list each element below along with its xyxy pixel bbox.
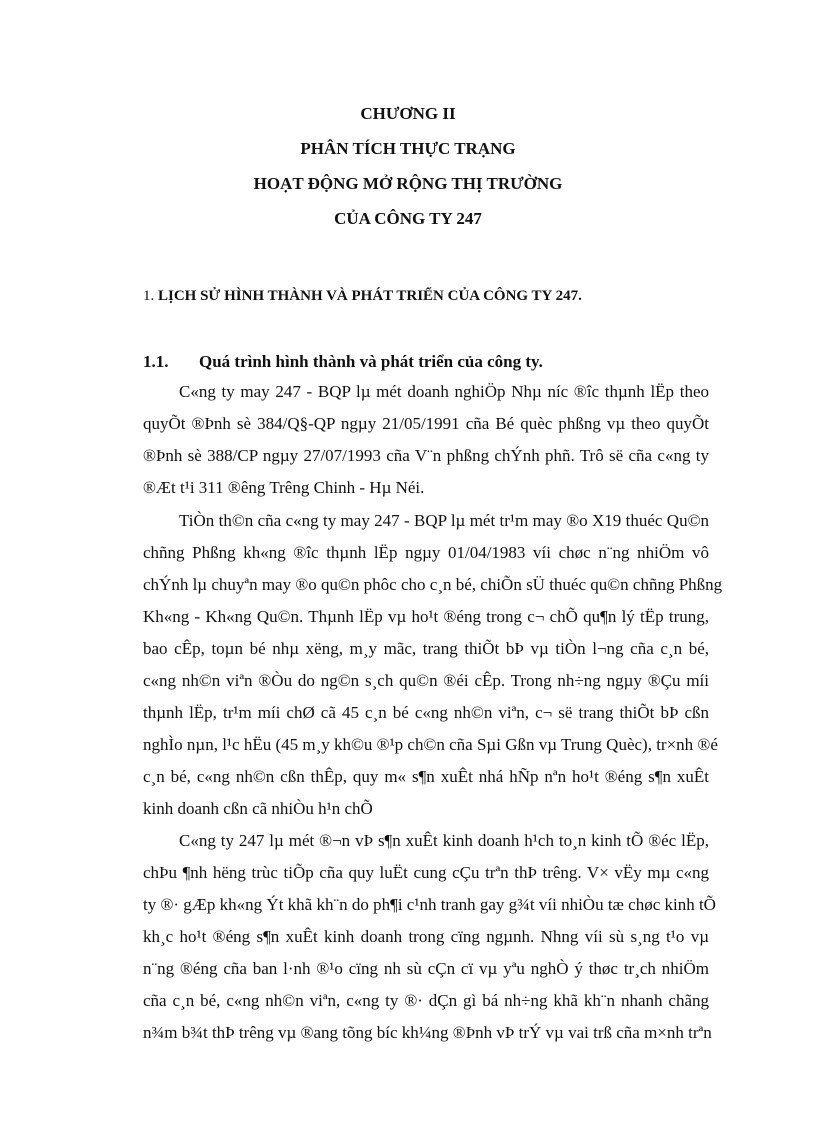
paragraph-2-line-7: thµnh lËp, tr¹m míi chØ cã 45 c¸n bé c«ng nh©n viªn, c¬ së trang thiÕt bÞ cßn	[143, 703, 709, 722]
paragraph-2-line-9: c¸n bé, c«ng nh©n cßn thÊp, quy m« s¶n xuÊt nhá hÑp nªn ho¹t ®éng s¶n xuÊt	[143, 767, 709, 786]
section-title: LỊCH SỬ HÌNH THÀNH VÀ PHÁT TRIỂN CỦA CÔNG TY 247.	[158, 288, 582, 304]
paragraph-1-line-2: quyÕt ®Þnh sè 384/Q§-QP ngµy 21/05/1991 cña Bé quèc phßng vµ theo quyÕt	[143, 414, 709, 433]
paragraph-2-line-8: nghÌo nµn, l¹c hËu (45 m¸y kh©u ®¹p ch©n cña Sµi Gßn vµ Trung Quèc), tr×nh ®é	[143, 735, 718, 754]
subsection-number: 1.1.	[143, 352, 169, 371]
paragraph-1-line-1: C«ng ty may 247 - BQP lµ mét doanh nghiÖp Nhµ níc ®îc thµnh lËp theo	[179, 382, 709, 401]
section-number: 1.	[143, 288, 155, 304]
paragraph-2-line-2: chñng Phßng kh«ng ®îc thµnh lËp ngµy 01/04/1983 víi chøc n¨ng nhiÖm vô	[143, 543, 709, 562]
paragraph-3-line-2: chÞu ¶nh hëng trùc tiÕp cña quy luËt cung cÇu trªn thÞ trêng. V× vËy mµ c«ng	[143, 863, 709, 882]
chapter-title: CHƯƠNG II	[360, 104, 456, 123]
paragraph-2-line-1: TiÒn th©n cña c«ng ty may 247 - BQP lµ mét tr¹m may ®o X19 thuéc Qu©n	[179, 511, 709, 530]
paragraph-1-line-3: ®Þnh sè 388/CP ngµy 27/07/1993 cña V¨n phßng chÝnh phñ. Trô së cña c«ng ty	[143, 446, 709, 465]
paragraph-2-line-6: c«ng nh©n viªn ®Òu do ng©n s¸ch qu©n ®éi cÊp. Trong nh÷ng ngµy ®Çu míi	[143, 671, 709, 690]
paragraph-3-line-3: ty ®· gÆp kh«ng Ýt khã kh¨n do ph¶i c¹nh tranh gay g¾t víi nhiÒu tæ chøc kinh tÕ	[143, 895, 716, 914]
subsection-title: Quá trình hình thành và phát triển của công ty.	[199, 352, 543, 371]
chapter-subtitle-line-2: HOẠT ĐỘNG MỞ RỘNG THỊ TRƯỜNG	[253, 174, 563, 193]
paragraph-2-line-10: kinh doanh cßn cã nhiÒu h¹n chÕ	[143, 799, 373, 818]
chapter-subtitle-line-1: PHÂN TÍCH THỰC TRẠNG	[300, 139, 516, 158]
paragraph-1-line-4: ®Æt t¹i 311 ®êng Trêng Chinh - Hµ Néi.	[143, 478, 425, 497]
section-heading	[143, 288, 582, 305]
paragraph-2-line-3: chÝnh lµ chuyªn may ®o qu©n phôc cho c¸n bé, chiÕn sÜ thuéc qu©n chñng Phßng	[143, 575, 723, 594]
paragraph-3-line-6: cña c¸n bé, c«ng nh©n viªn, c«ng ty ®· dÇn gì bá nh÷ng khã kh¨n nhanh chãng	[143, 991, 709, 1010]
paragraph-3-line-4: kh¸c ho¹t ®éng s¶n xuÊt kinh doanh trong cïng ngµnh. Nhng víi sù s¸ng t¹o vµ	[143, 927, 709, 946]
subsection-heading	[143, 352, 543, 372]
chapter-subtitle-line-3: CỦA CÔNG TY 247	[334, 209, 482, 228]
paragraph-3-line-7: n¾m b¾t thÞ trêng vµ ®ang tõng bíc kh¼ng ®Þnh vÞ trÝ vµ vai trß cña m×nh trªn	[143, 1023, 712, 1042]
paragraph-3-line-5: n¨ng ®éng cña ban l·nh ®¹o cïng nh sù cÇn cï vµ yªu nghÒ ý thøc tr¸ch nhiÖm	[143, 959, 709, 978]
paragraph-2-line-5: bao cÊp, toµn bé nhµ xëng, m¸y mãc, trang thiÕt bÞ vµ tiÒn l¬ng cña c¸n bé,	[143, 639, 709, 658]
paragraph-2-line-4: Kh«ng - Kh«ng Qu©n. Thµnh lËp vµ ho¹t ®éng trong c¬ chÕ qu¶n lý tËp trung,	[143, 607, 709, 626]
paragraph-3-line-1: C«ng ty 247 lµ mét ®¬n vÞ s¶n xuÊt kinh doanh h¹ch to¸n kinh tÕ ®éc lËp,	[179, 831, 709, 850]
